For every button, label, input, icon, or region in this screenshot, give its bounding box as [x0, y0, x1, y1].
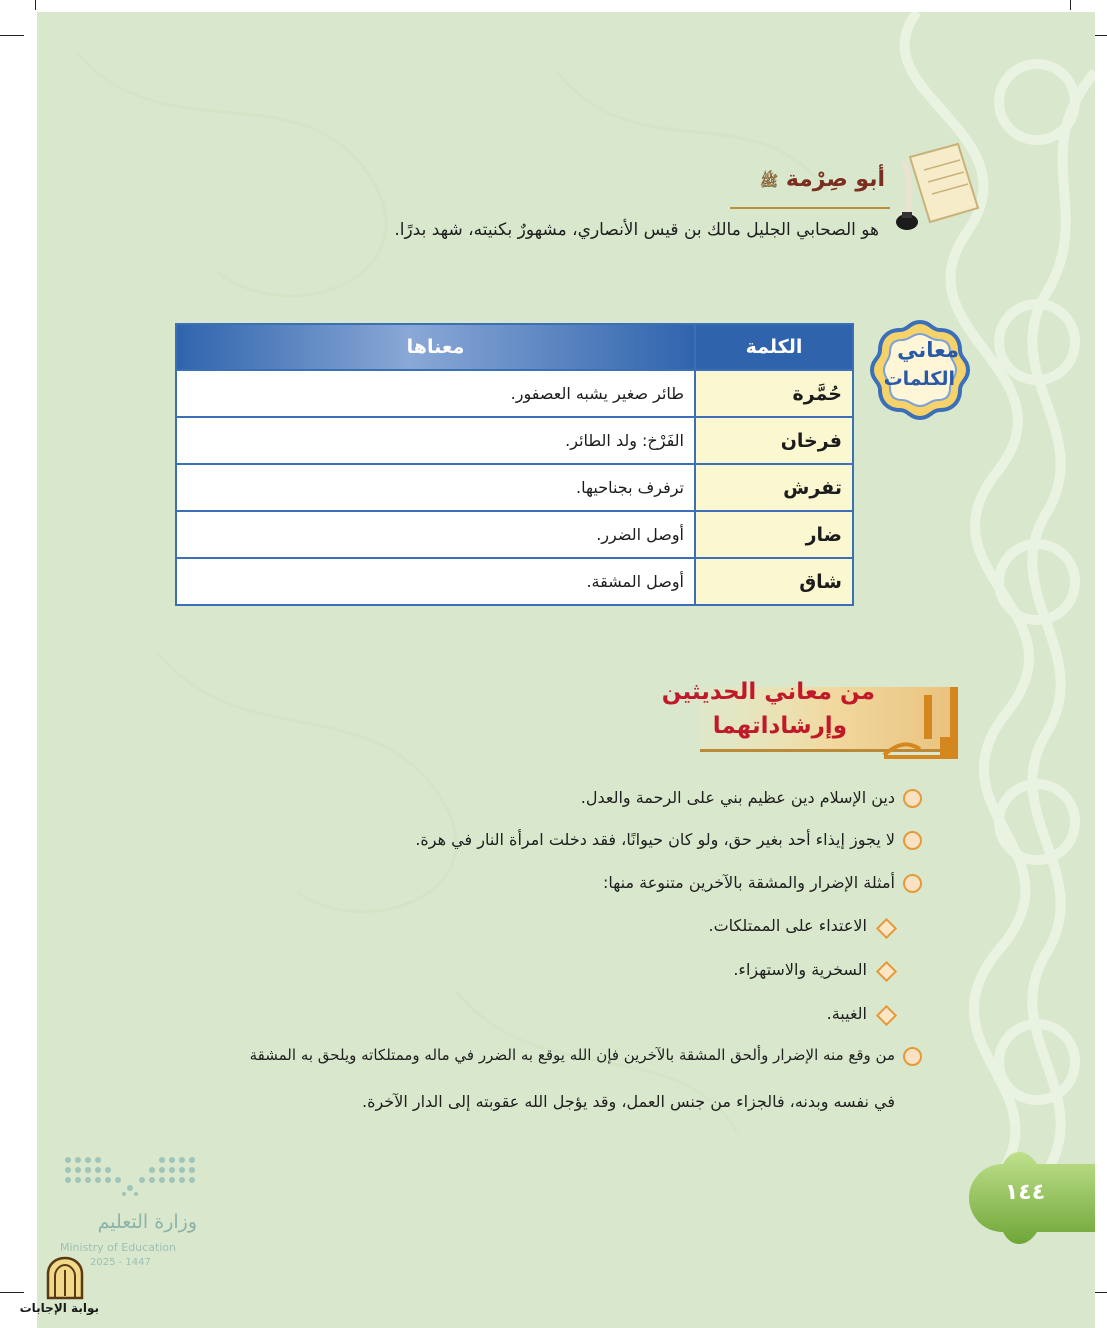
sub-list-item: الغيبة. [826, 1004, 867, 1023]
vocab-word: فرخان [695, 417, 853, 464]
ministry-logo-icon [62, 1154, 198, 1200]
sub-list-item: السخرية والاستهزاء. [733, 960, 867, 979]
answers-gate-logo-icon [44, 1256, 86, 1300]
crop-mark [35, 0, 36, 10]
banner-title-line-2: وإرشاداتهما [712, 713, 847, 739]
vocab-word: حُمَّرة [695, 370, 853, 417]
section-title-abu-sirma [760, 167, 885, 194]
ministry-name-arabic: وزارة التعليم [97, 1211, 197, 1233]
vocab-word: شاق [695, 558, 853, 605]
banner-title-line-1: من معاني الحديثين [661, 679, 875, 705]
bullet-circle-icon [903, 1047, 922, 1066]
title-text: أبو صِرْمة [785, 167, 885, 192]
vocab-meaning: ترفرف بجناحيها. [176, 464, 695, 511]
vocab-meaning: أوصل المشقة. [176, 558, 695, 605]
list-item: أمثلة الإضرار والمشقة بالآخرين متنوعة منها: [602, 873, 895, 892]
vocab-meaning: طائر صغير يشبه العصفور. [176, 370, 695, 417]
ministry-year: 2025 - 1447 [90, 1257, 151, 1268]
bullet-circle-icon [903, 789, 922, 808]
header-word: الكلمة [695, 324, 853, 370]
calligraphy-ornament-icon [880, 681, 960, 761]
honorific-mark: ﷺ [760, 172, 779, 190]
badge-line-2: الكلمات [883, 368, 955, 390]
vocabulary-table [175, 323, 854, 606]
crop-mark [0, 1292, 24, 1293]
header-meaning: معناها [176, 324, 695, 370]
table-row [176, 511, 853, 558]
table-header-row [176, 324, 853, 370]
bullet-circle-icon [903, 831, 922, 850]
table-row [176, 558, 853, 605]
crop-mark [1070, 0, 1071, 10]
bullet-circle-icon [903, 874, 922, 893]
table-row [176, 417, 853, 464]
table-row [176, 464, 853, 511]
crop-mark [0, 35, 24, 36]
list-item: لا يجوز إيذاء أحد بغير حق، ولو كان حيوانًا، فقد دخلت امرأة النار في هرة. [415, 830, 895, 849]
sub-list-item: الاعتداء على الممتلكات. [708, 916, 867, 935]
vocab-meaning: أوصل الضرر. [176, 511, 695, 558]
page-number: ١٤٤ [1004, 1180, 1046, 1205]
table-row [176, 370, 853, 417]
list-item: من وقع منه الإضرار وألحق المشقة بالآخرين فإن الله يوقع به الضرر في ماله وممتلكاته ويلحق به المشقة [249, 1046, 895, 1064]
badge-line-1: معاني [897, 338, 959, 362]
quill-paper-icon [890, 142, 980, 234]
ministry-name-english: Ministry of Education [60, 1241, 177, 1254]
abu-sirma-description: هو الصحابي الجليل مالك بن قيس الأنصاري، مشهورٌ بكنيته، شهد بدرًا. [394, 220, 879, 240]
vocab-word: تفرش [695, 464, 853, 511]
vocab-meaning: الفَرْخ: ولد الطائر. [176, 417, 695, 464]
list-item: دين الإسلام دين عظيم بني على الرحمة والعدل. [580, 788, 895, 807]
vocab-word: ضار [695, 511, 853, 558]
list-item-continuation: في نفسه وبدنه، فالجزاء من جنس العمل، وقد يؤجل الله عقوبته إلى الدار الآخرة. [362, 1092, 895, 1111]
watermark-text: بوابة الإجابات [19, 1301, 99, 1315]
title-underline [730, 207, 890, 209]
